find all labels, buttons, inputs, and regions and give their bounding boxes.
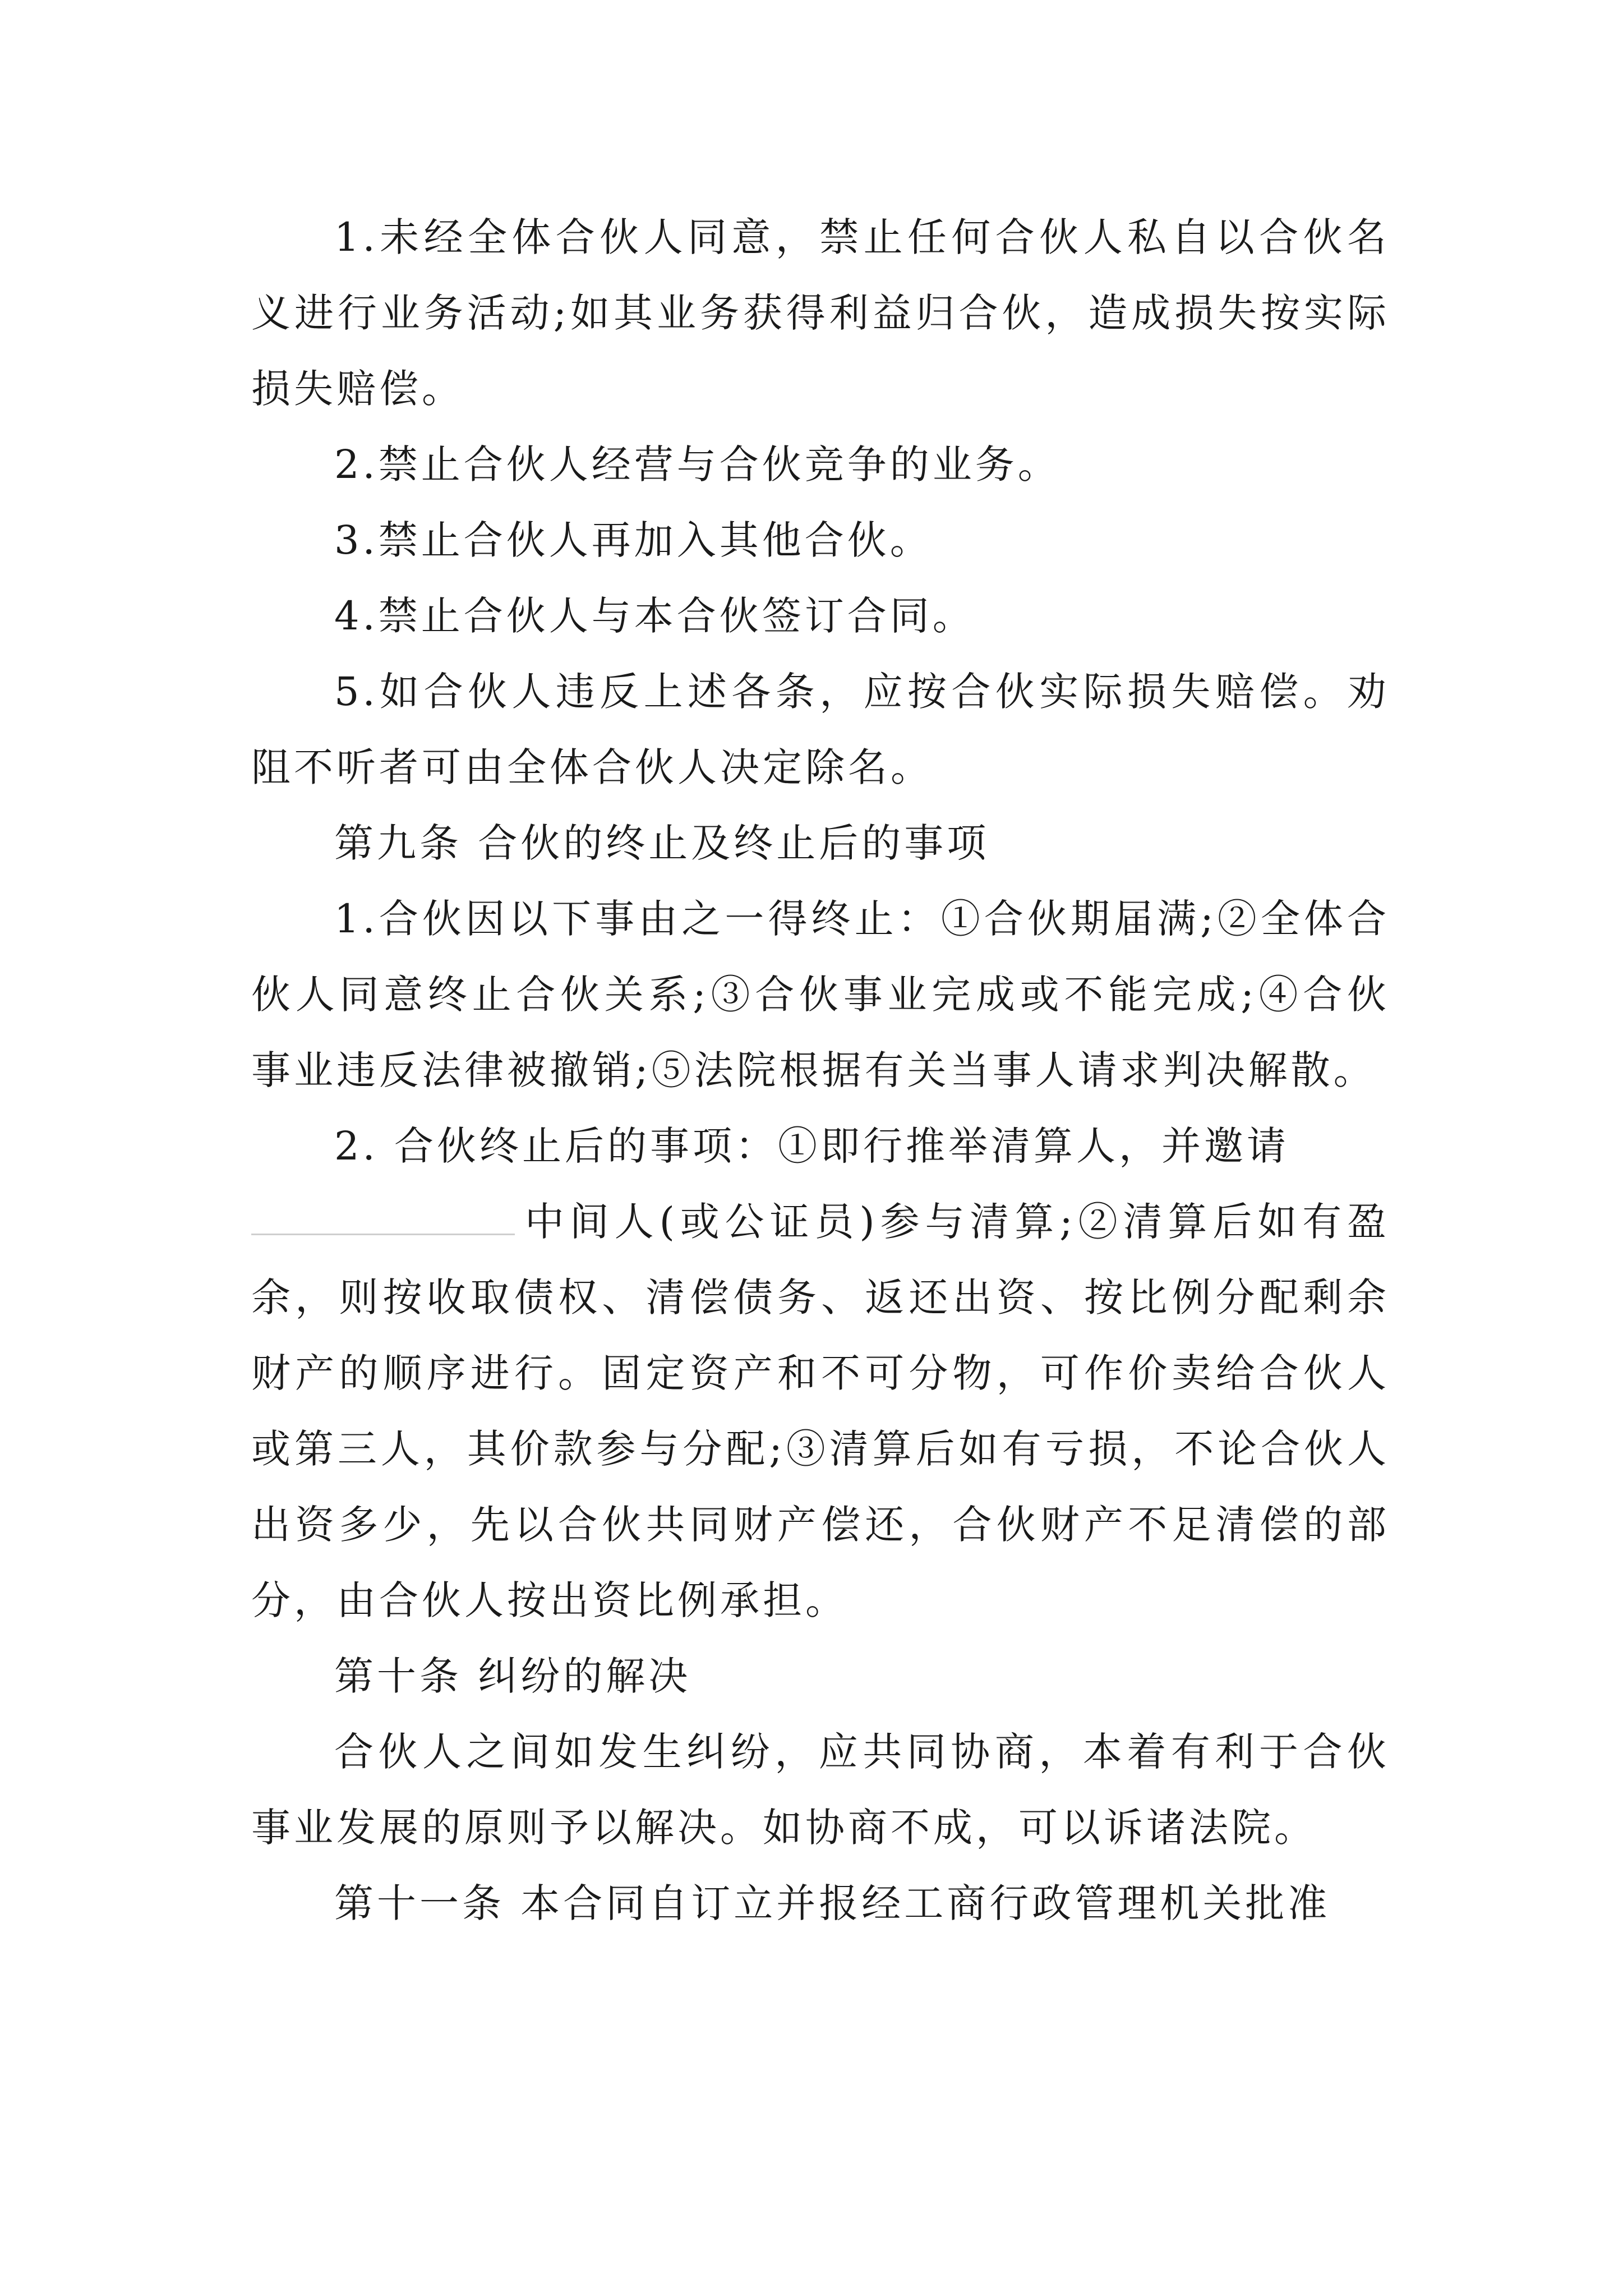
article-9-heading: 第九条 合伙的终止及终止后的事项 — [334, 820, 990, 866]
clause-1-paragraph: 1.未经全体合伙人同意，禁止任何合伙人私自以合伙名义进行业务活动;如其业务获得利益归合伙，造成损失按实际损失赔偿。 — [251, 214, 1390, 412]
document-body — [251, 200, 1390, 1941]
blank-line — [251, 1233, 515, 1235]
article-10-heading: 第十条 纠纷的解决 — [334, 1653, 691, 1699]
article-9-item-2 — [251, 1108, 1390, 1639]
article-9-item-2-rest: 中间人(或公证员)参与清算;②清算后如有盈余，则按收取债权、清偿债务、返还出资、按比例分配剩余财产的顺序进行。固定资产和不可分物，可作价卖给合伙人或第三人，其价款参与分配;③清算后如有亏损，不论合伙人出资多少，先以合伙共同财产偿还，合伙财产不足清偿的部分，由合伙人按出资比例承担。 — [251, 1199, 1390, 1623]
article-10-paragraph: 合伙人之间如发生纠纷，应共同协商，本着有利于合伙事业发展的原则予以解决。如协商不成，可以诉诸法院。 — [251, 1729, 1390, 1851]
clause-5-paragraph: 5.如合伙人违反上述各条，应按合伙实际损失赔偿。劝阻不听者可由全体合伙人决定除名。 — [251, 669, 1390, 790]
article-9-item-2-lead: 2. 合伙终止后的事项：①即行推举清算人，并邀请 — [334, 1123, 1290, 1169]
clause-3-paragraph: 3.禁止合伙人再加入其他合伙。 — [334, 517, 933, 563]
article-11-heading: 第十一条 本合同自订立并报经工商行政管理机关批准 — [334, 1880, 1331, 1926]
clause-4-paragraph: 4.禁止合伙人与本合伙签订合同。 — [334, 593, 975, 639]
article-9-item-1: 1.合伙因以下事由之一得终止：①合伙期届满;②全体合伙人同意终止合伙关系;③合伙事业完成或不能完成;④合伙事业违反法律被撤销;⑤法院根据有关当事人请求判决解散。 — [251, 896, 1390, 1093]
clause-2-paragraph: 2.禁止合伙人经营与合伙竞争的业务。 — [334, 441, 1061, 487]
